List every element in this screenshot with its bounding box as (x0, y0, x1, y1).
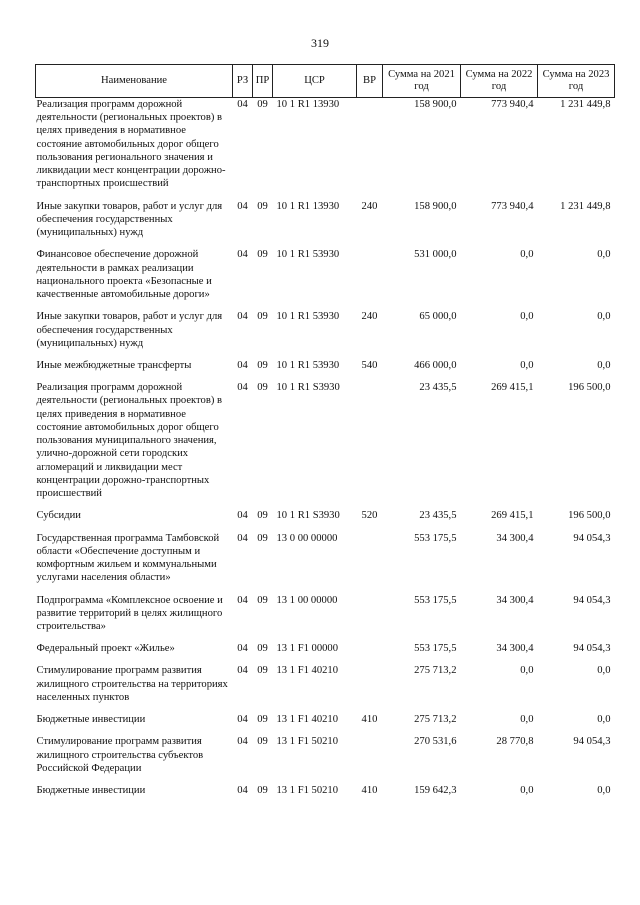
table-row (36, 381, 615, 509)
row-name: Иные межбюджетные трансферты (36, 359, 192, 371)
row-pr: 09 (257, 311, 268, 323)
row-sum-2023: 196 500,0 (568, 510, 611, 522)
table-row (36, 594, 615, 643)
row-name: Реализация программ дорожной деятельности (региональных проектов) в целях приведения в нормативное состояние автомобильных дорог общего пользования регионального значения и ликвидации мест концентрации дорожно-транспортных происшествий (36, 99, 226, 190)
table-row (36, 664, 615, 713)
row-csr: 13 1 00 00000 (276, 594, 338, 606)
row-pr: 09 (257, 532, 268, 544)
row-csr: 13 1 F1 40210 (276, 665, 339, 677)
row-sum-2023: 196 500,0 (568, 382, 611, 394)
header-sum-2022: Сумма на 2022 год (461, 65, 538, 98)
row-sum-2022: 34 300,4 (496, 594, 534, 606)
row-sum-2021: 270 531,6 (414, 736, 457, 748)
row-name: Бюджетные инвестиции (36, 785, 146, 797)
row-vr (357, 594, 383, 643)
row-rz: 04 (237, 736, 248, 748)
table-row (36, 310, 615, 359)
header-sum-2021: Сумма на 2021 год (383, 65, 461, 98)
row-name: Федеральный проект «Жилье» (36, 643, 175, 655)
row-sum-2023: 0,0 (597, 359, 611, 371)
row-rz: 04 (237, 311, 248, 323)
row-sum-2022: 0,0 (520, 359, 534, 371)
row-sum-2023: 0,0 (597, 311, 611, 323)
row-sum-2022: 0,0 (520, 785, 534, 797)
row-csr: 13 1 F1 50210 (276, 736, 339, 748)
row-rz: 04 (237, 510, 248, 522)
row-vr: 540 (361, 359, 378, 371)
row-sum-2022: 0,0 (520, 249, 534, 261)
header-rz: РЗ (233, 65, 253, 98)
table-row (36, 359, 615, 381)
row-sum-2023: 0,0 (597, 665, 611, 677)
row-sum-2023: 94 054,3 (573, 594, 611, 606)
row-rz: 04 (237, 665, 248, 677)
row-vr (357, 664, 383, 713)
row-sum-2023: 1 231 449,8 (560, 99, 611, 110)
row-rz: 04 (237, 714, 248, 726)
row-vr (357, 248, 383, 310)
header-sum-2023: Сумма на 2023 год (538, 65, 615, 98)
row-sum-2021: 531 000,0 (414, 249, 457, 261)
row-sum-2022: 773 940,4 (491, 99, 534, 110)
row-sum-2021: 275 713,2 (414, 714, 457, 726)
header-csr: ЦСР (273, 65, 357, 98)
row-sum-2021: 158 900,0 (414, 200, 457, 212)
row-vr: 410 (361, 714, 378, 726)
row-csr: 13 1 F1 00000 (276, 643, 339, 655)
row-csr: 13 0 00 00000 (276, 532, 338, 544)
header-vr: ВР (357, 65, 383, 98)
row-pr: 09 (257, 714, 268, 726)
row-sum-2023: 0,0 (597, 785, 611, 797)
row-name: Подпрограмма «Комплексное освоение и развитие территорий в целях жилищного строительства» (36, 594, 223, 632)
row-pr: 09 (257, 785, 268, 797)
row-rz: 04 (237, 532, 248, 544)
row-rz: 04 (237, 643, 248, 655)
row-sum-2023: 0,0 (597, 714, 611, 726)
row-name: Государственная программа Тамбовской области «Обеспечение доступным и комфортным жильем и коммунальными услугами населения области» (36, 532, 220, 584)
row-name: Иные закупки товаров, работ и услуг для обеспечения государственных (муниципальных) нужд (36, 311, 223, 349)
row-sum-2022: 0,0 (520, 311, 534, 323)
row-vr: 520 (361, 510, 378, 522)
row-vr (357, 532, 383, 594)
row-vr: 240 (361, 311, 378, 323)
row-vr (357, 381, 383, 509)
table-row (36, 509, 615, 531)
row-vr: 240 (361, 200, 378, 212)
row-pr: 09 (257, 200, 268, 212)
row-name: Субсидии (36, 510, 81, 522)
row-name: Бюджетные инвестиции (36, 714, 146, 726)
row-name: Иные закупки товаров, работ и услуг для обеспечения государственных (муниципальных) нужд (36, 200, 223, 239)
row-rz: 04 (237, 200, 248, 212)
row-sum-2023: 94 054,3 (573, 643, 611, 655)
row-sum-2022: 773 940,4 (491, 200, 534, 212)
row-pr: 09 (257, 736, 268, 748)
row-sum-2021: 553 175,5 (414, 532, 457, 544)
table-row (36, 735, 615, 784)
row-sum-2021: 466 000,0 (414, 359, 457, 371)
table-row (36, 98, 615, 200)
row-sum-2022: 269 415,1 (491, 382, 534, 394)
row-pr: 09 (257, 510, 268, 522)
row-sum-2023: 0,0 (597, 249, 611, 261)
row-sum-2022: 0,0 (520, 665, 534, 677)
row-sum-2023: 94 054,3 (573, 532, 611, 544)
table-row (36, 248, 615, 310)
row-sum-2022: 0,0 (520, 714, 534, 726)
row-sum-2022: 34 300,4 (496, 643, 534, 655)
row-rz: 04 (237, 359, 248, 371)
row-sum-2022: 34 300,4 (496, 532, 534, 544)
table-row (36, 713, 615, 735)
row-sum-2021: 159 642,3 (414, 785, 457, 797)
row-vr (357, 735, 383, 784)
table-row (36, 200, 615, 249)
page-number: 319 (311, 36, 329, 50)
row-sum-2023: 1 231 449,8 (560, 200, 611, 212)
row-csr: 10 1 R1 S3930 (276, 382, 340, 394)
row-csr: 10 1 R1 13930 (276, 200, 340, 212)
row-rz: 04 (237, 785, 248, 797)
row-rz: 04 (237, 382, 248, 394)
row-name: Стимулирование программ развития жилищного строительства на территориях населенных пунктов (36, 665, 228, 703)
header-pr: ПР (253, 65, 273, 98)
row-sum-2021: 158 900,0 (414, 99, 457, 110)
row-pr: 09 (257, 249, 268, 261)
row-vr (357, 98, 383, 200)
budget-table (35, 64, 615, 806)
row-sum-2022: 28 770,8 (496, 736, 534, 748)
header-name: Наименование (36, 65, 233, 98)
row-vr: 410 (361, 785, 378, 797)
row-sum-2021: 23 435,5 (419, 510, 457, 522)
row-csr: 10 1 R1 53930 (276, 359, 340, 371)
row-name: Реализация программ дорожной деятельности (региональных проектов) в целях приведения в нормативное состояние автомобильных дорог общего пользования муниципального значения, улично-дорожной сети городских агломераций и ликвидации мест концентрации дорожно-транспортных происшествий (36, 382, 223, 500)
table-row (36, 784, 615, 806)
row-vr (357, 642, 383, 664)
row-sum-2023: 94 054,3 (573, 736, 611, 748)
row-csr: 10 1 R1 13930 (276, 99, 340, 110)
row-csr: 13 1 F1 50210 (276, 785, 339, 797)
row-rz: 04 (237, 249, 248, 261)
row-sum-2021: 553 175,5 (414, 594, 457, 606)
row-pr: 09 (257, 99, 268, 110)
row-sum-2021: 553 175,5 (414, 643, 457, 655)
row-sum-2021: 275 713,2 (414, 665, 457, 677)
row-csr: 10 1 R1 S3930 (276, 510, 340, 522)
row-pr: 09 (257, 359, 268, 371)
row-name: Финансовое обеспечение дорожной деятельности в рамках реализации национального проекта «Безопасные и качественные автомобильные дороги» (36, 249, 212, 301)
row-csr: 10 1 R1 53930 (276, 249, 340, 261)
table-header-row (36, 65, 615, 98)
row-pr: 09 (257, 665, 268, 677)
row-csr: 13 1 F1 40210 (276, 714, 339, 726)
row-sum-2021: 65 000,0 (419, 311, 457, 323)
row-csr: 10 1 R1 53930 (276, 311, 340, 323)
row-pr: 09 (257, 382, 268, 394)
row-sum-2021: 23 435,5 (419, 382, 457, 394)
row-rz: 04 (237, 594, 248, 606)
row-name: Стимулирование программ развития жилищного строительства субъектов Российской Федерации (36, 736, 204, 774)
table-row (36, 642, 615, 664)
row-pr: 09 (257, 643, 268, 655)
row-rz: 04 (237, 99, 248, 110)
row-sum-2022: 269 415,1 (491, 510, 534, 522)
row-pr: 09 (257, 594, 268, 606)
table-row (36, 532, 615, 594)
